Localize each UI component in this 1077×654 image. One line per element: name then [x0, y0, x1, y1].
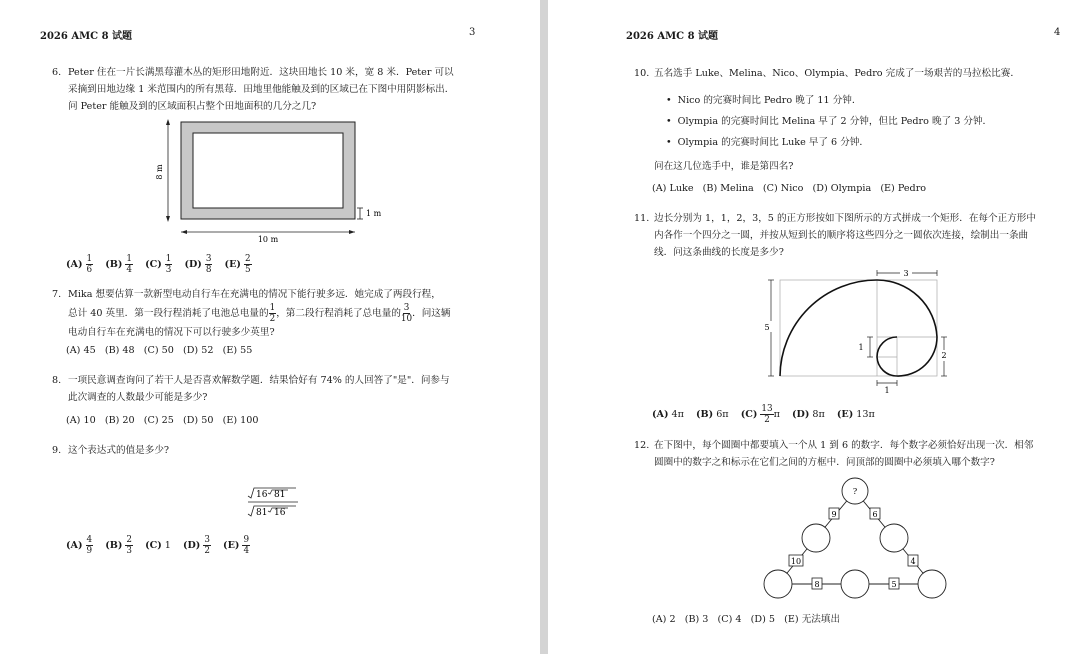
spiral-curve	[780, 280, 937, 376]
question-8: 8. 一项民意调查询问了若干人是否喜欢解数学题．结果恰好有 74% 的人回答了"是"．问参与 此次调查的人数最少可能是多少?	[52, 375, 450, 403]
question-text: Peter 住在一片长满黑莓灌木丛的矩形田地附近．这块田地长 10 米，宽 8 米．Peter 可以	[68, 67, 454, 78]
circle-bottom-left	[764, 570, 792, 598]
choice-a[interactable]: (A) $\frac{4}{9}$	[66, 535, 93, 556]
radical-expression	[244, 485, 304, 525]
choice-e[interactable]: (E) 13π	[836, 409, 875, 420]
svg-text:9: 9	[831, 510, 837, 519]
answer-choices-11	[652, 404, 884, 425]
choice-b[interactable]: (B) $\frac{2}{3}$	[105, 535, 132, 556]
question-text: 问 Peter 能触及到的区域面积占整个田地面积的几分之几?	[68, 101, 317, 112]
choice-b[interactable]: (B) $\frac{1}{4}$	[105, 254, 132, 275]
fibonacci-spiral-diagram	[760, 262, 950, 394]
choice-e[interactable]: (E) $\frac{2}{5}$	[224, 254, 251, 275]
question-text: 采摘到田地边缘 1 米范围内的所有黑莓．田地里他能触及到的区域已在下图中用阴影标出．	[68, 84, 455, 95]
svg-text:6: 6	[872, 510, 878, 519]
label-right: 2	[941, 351, 947, 360]
label-left: 5	[764, 323, 770, 332]
circle-sum-diagram	[754, 474, 954, 602]
circle-bottom-right	[918, 570, 946, 598]
list-item: • Olympia 的完赛时间比 Luke 早了 6 分钟．	[666, 134, 869, 148]
question-9: 9. 这个表达式的值是多少?	[52, 445, 170, 456]
list-item: • Olympia 的完赛时间比 Melina 早了 2 分钟，但比 Pedro 晚了 3 分钟．	[666, 113, 992, 127]
answer-choices-6	[66, 254, 261, 275]
page-number: 4	[1054, 27, 1061, 38]
circle-mid-right	[880, 524, 908, 552]
square-grid	[780, 280, 937, 376]
page-header: 2026 AMC 8 试题	[626, 31, 719, 42]
svg-text:8: 8	[814, 580, 820, 589]
height-label: 8 m	[155, 164, 164, 180]
label-inner-left: 1	[858, 343, 864, 352]
svg-text:81: 81	[274, 490, 286, 500]
label-top: 3	[903, 269, 909, 278]
choice-e[interactable]: (E) $\frac{9}{4}$	[223, 535, 250, 556]
answer-choices-12[interactable]: (A) 2 (B) 3 (C) 4 (D) 5 (E) 无法填出	[652, 614, 841, 625]
field-diagram	[150, 116, 390, 246]
answer-choices-7[interactable]: (A) 45 (B) 48 (C) 50 (D) 52 (E) 55	[66, 345, 253, 356]
svg-text:4: 4	[910, 557, 916, 566]
question-12: 12. 在下图中，每个圆圈中都要填入一个从 1 到 6 的数字．每个数字必须恰好出现一次．相邻 圆圈中的数字之和标示在它们之间的方框中．问顶部的圆圈中必须填入哪个数字?	[634, 440, 1034, 468]
width-label: 10 m	[257, 235, 279, 244]
question-text: 问在这几位选手中，谁是第四名?	[654, 161, 794, 172]
circle-mid-left	[802, 524, 830, 552]
top-circle-label: ?	[852, 487, 858, 496]
choice-c[interactable]: (C) $\frac{1}{3}$	[145, 254, 172, 275]
choice-a[interactable]: (A) 4π	[652, 409, 684, 420]
question-11: 11. 边长分别为 1，1，2，3，5 的正方形按如下图所示的方式拼成一个矩形．在每个正方形中 内各作一个四分之一圆，并按从短到长的顺序将这些四分之一圆依次连接，绘制出一条曲 线．问这条曲线的长度是多少?	[634, 213, 1036, 258]
svg-text:16: 16	[256, 490, 268, 500]
answer-choices-8[interactable]: (A) 10 (B) 20 (C) 25 (D) 50 (E) 100	[66, 415, 259, 426]
list-item: • Nico 的完赛时间比 Pedro 晚了 11 分钟．	[666, 92, 861, 106]
choice-c[interactable]: (C) 1	[145, 540, 171, 551]
question-7: 7. Mika 想要估算一款新型电动自行车在充满电的情况下能行驶多远．她完成了两段行程， 总计 40 英里．第一段行程消耗了电池总电量的 $\frac{1}{2}$ ，第二段行程消耗了总电量的 $\frac{3}{10}$ ．问这辆 电动自行车在充满电的情况下可以行驶多少英里?	[52, 289, 451, 338]
question-10: 10. 五名选手 Luke、Melina、Nico、Olympia、Pedro 完成了一场艰苦的马拉松比赛．	[634, 68, 1020, 79]
page-gutter	[540, 0, 548, 654]
choice-d[interactable]: (D) $\frac{3}{2}$	[182, 535, 210, 556]
svg-text:5: 5	[891, 580, 897, 589]
page-header: 2026 AMC 8 试题	[40, 31, 133, 42]
choice-d[interactable]: (D) $\frac{3}{8}$	[184, 254, 212, 275]
page-right	[548, 0, 1077, 654]
choice-a[interactable]: (A) $\frac{1}{6}$	[66, 254, 93, 275]
svg-text:10: 10	[790, 557, 802, 566]
choice-c[interactable]: (C) $\frac{13}{2}$ π	[740, 404, 780, 425]
band-label: 1 m	[366, 209, 382, 218]
svg-text:16: 16	[274, 508, 286, 518]
answer-choices-9	[66, 535, 259, 556]
question-text: Mika 想要估算一款新型电动自行车在充满电的情况下能行驶多远．她完成了两段行程，	[68, 289, 441, 300]
circle-bottom-middle	[841, 570, 869, 598]
question-6	[52, 64, 454, 115]
choice-d[interactable]: (D) 8π	[791, 409, 825, 420]
unreachable-area	[193, 133, 343, 208]
question-number: 6.	[52, 67, 62, 78]
choice-b[interactable]: (B) 6π	[696, 409, 729, 420]
answer-choices-10[interactable]: (A) Luke (B) Melina (C) Nico (D) Olympia (E) Pedro	[652, 183, 927, 194]
page-number: 3	[469, 27, 476, 38]
label-bottom: 1	[884, 386, 890, 394]
svg-text:81: 81	[256, 508, 268, 518]
